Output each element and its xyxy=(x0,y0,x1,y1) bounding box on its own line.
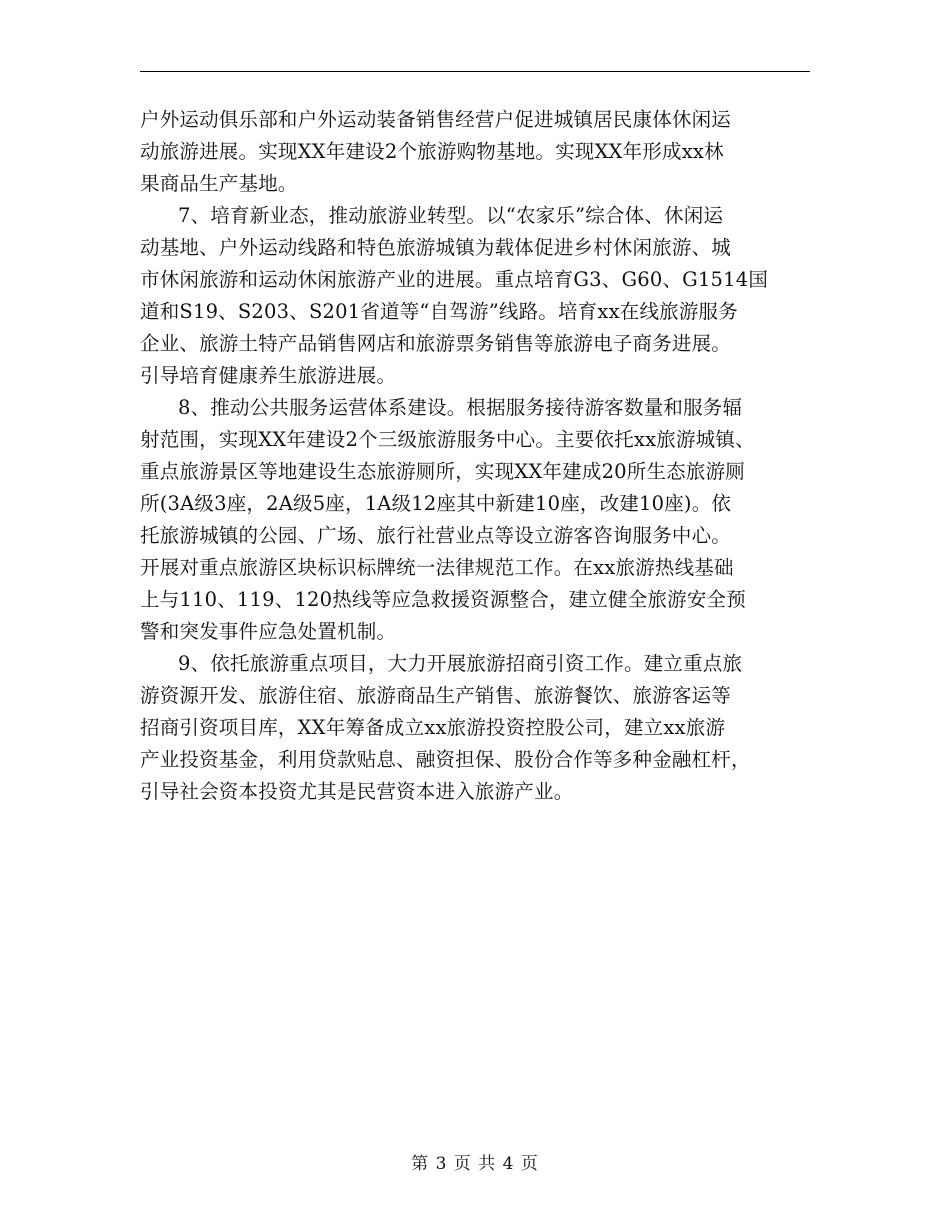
text-line: 射范围，实现XX年建设2个三级旅游服务中心。主要依托xx旅游城镇、 xyxy=(140,428,755,451)
text-line: 所(3A级3座，2A级5座，1A级12座其中新建10座，改建10座)。依 xyxy=(140,492,732,515)
text-line: 企业、旅游土特产品销售网店和旅游票务销售等旅游电子商务进展。 xyxy=(140,332,732,355)
paragraph-9-start: 9、依托旅游重点项目，大力开展旅游招商引资工作。建立重点旅 xyxy=(178,652,743,675)
text-line: 引导社会资本投资尤其是民营资本进入旅游产业。 xyxy=(140,780,574,803)
text-line: 动基地、户外运动线路和特色旅游城镇为载体促进乡村休闲旅游、城 xyxy=(140,236,732,259)
text-line: 动旅游进展。实现XX年建设2个旅游购物基地。实现XX年形成xx林 xyxy=(140,140,724,163)
document-body xyxy=(140,104,820,808)
text-line: 托旅游城镇的公园、广场、旅行社营业点等设立游客咨询服务中心。 xyxy=(140,524,732,547)
page-number-footer: 第 3 页 共 4 页 xyxy=(411,1154,539,1174)
text-line: 游资源开发、旅游住宿、旅游商品生产销售、旅游餐饮、旅游客运等 xyxy=(140,684,732,707)
text-line: 户外运动俱乐部和户外运动装备销售经营户促进城镇居民康体休闲运 xyxy=(140,108,732,131)
text-line: 产业投资基金，利用贷款贴息、融资担保、股份合作等多种金融杠杆， xyxy=(140,748,751,771)
text-line: 引导培育健康养生旅游进展。 xyxy=(140,364,397,387)
text-line: 警和突发事件应急处置机制。 xyxy=(140,620,397,643)
text-line: 果商品生产基地。 xyxy=(140,172,298,195)
text-line: 开展对重点旅游区块标识标牌统一法律规范工作。在xx旅游热线基础 xyxy=(140,556,734,579)
text-line: 市休闲旅游和运动休闲旅游产业的进展。重点培育G3、G60、G1514国 xyxy=(140,268,769,291)
header-rule xyxy=(140,71,810,72)
text-line: 招商引资项目库，XX年筹备成立xx旅游投资控股公司，建立xx旅游 xyxy=(140,716,726,739)
paragraph-8-start: 8、推动公共服务运营体系建设。根据服务接待游客数量和服务辐 xyxy=(178,396,743,419)
text-line: 道和S19、S203、S201省道等“自驾游”线路。培育xx在线旅游服务 xyxy=(140,300,738,323)
paragraph-7-start: 7、培育新业态，推动旅游业转型。以“农家乐”综合体、休闲运 xyxy=(178,204,724,227)
text-line: 上与110、119、120热线等应急救援资源整合，建立健全旅游安全预 xyxy=(140,588,746,611)
text-line: 重点旅游景区等地建设生态旅游厕所，实现XX年建成20所生态旅游厕 xyxy=(140,460,745,483)
